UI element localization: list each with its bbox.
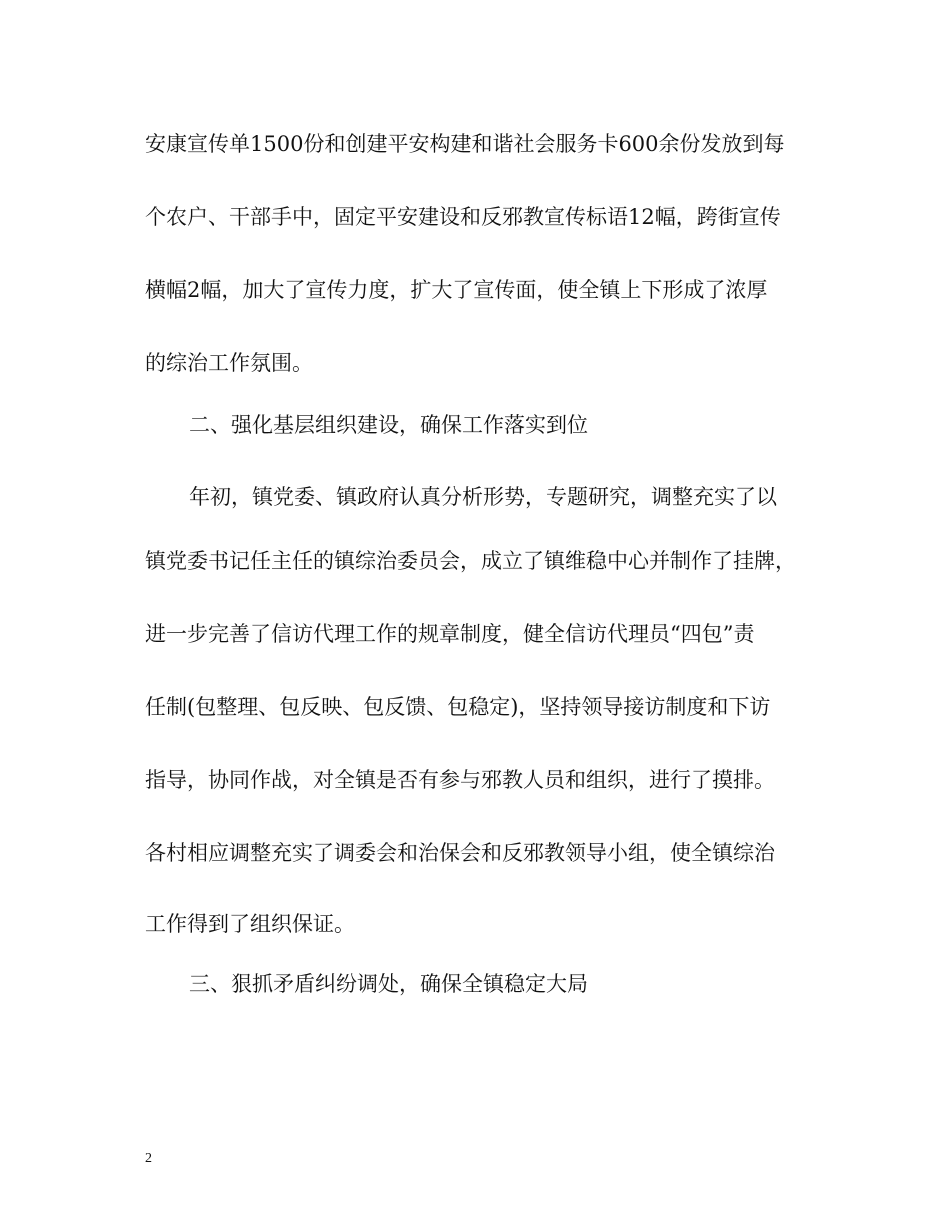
paragraph-line: 年初，镇党委、镇政府认真分析形势，专题研究，调整充实了以 [189, 485, 777, 509]
paragraph-line: 安康宣传单1500份和创建平安构建和谐社会服务卡600余份发放到每 [145, 132, 785, 156]
paragraph-line: 进一步完善了信访代理工作的规章制度，健全信访代理员“四包”责 [145, 622, 755, 646]
paragraph-line: 各村相应调整充实了调委会和治保会和反邪教领导小组，使全镇综治 [145, 841, 775, 865]
paragraph-line: 镇党委书记任主任的镇综治委员会，成立了镇维稳中心并制作了挂牌， [145, 549, 796, 573]
paragraph-line: 指导，协同作战，对全镇是否有参与邪教人员和组织，进行了摸排。 [145, 768, 775, 792]
paragraph-line: 横幅2幅，加大了宣传力度，扩大了宣传面，使全镇上下形成了浓厚 [145, 278, 768, 302]
page-number: 2 [145, 1151, 152, 1166]
paragraph-line: 任制(包整理、包反映、包反馈、包稳定)，坚持领导接访制度和下访 [145, 695, 771, 719]
paragraph-line: 工作得到了组织保证。 [145, 912, 355, 936]
paragraph-line: 的综治工作氛围。 [145, 351, 313, 375]
section-heading: 二、强化基层组织建设，确保工作落实到位 [189, 413, 588, 437]
section-heading: 三、狠抓矛盾纠纷调处，确保全镇稳定大局 [189, 972, 588, 996]
paragraph-line: 个农户、干部手中，固定平安建设和反邪教宣传标语12幅，跨街宣传 [145, 205, 781, 229]
